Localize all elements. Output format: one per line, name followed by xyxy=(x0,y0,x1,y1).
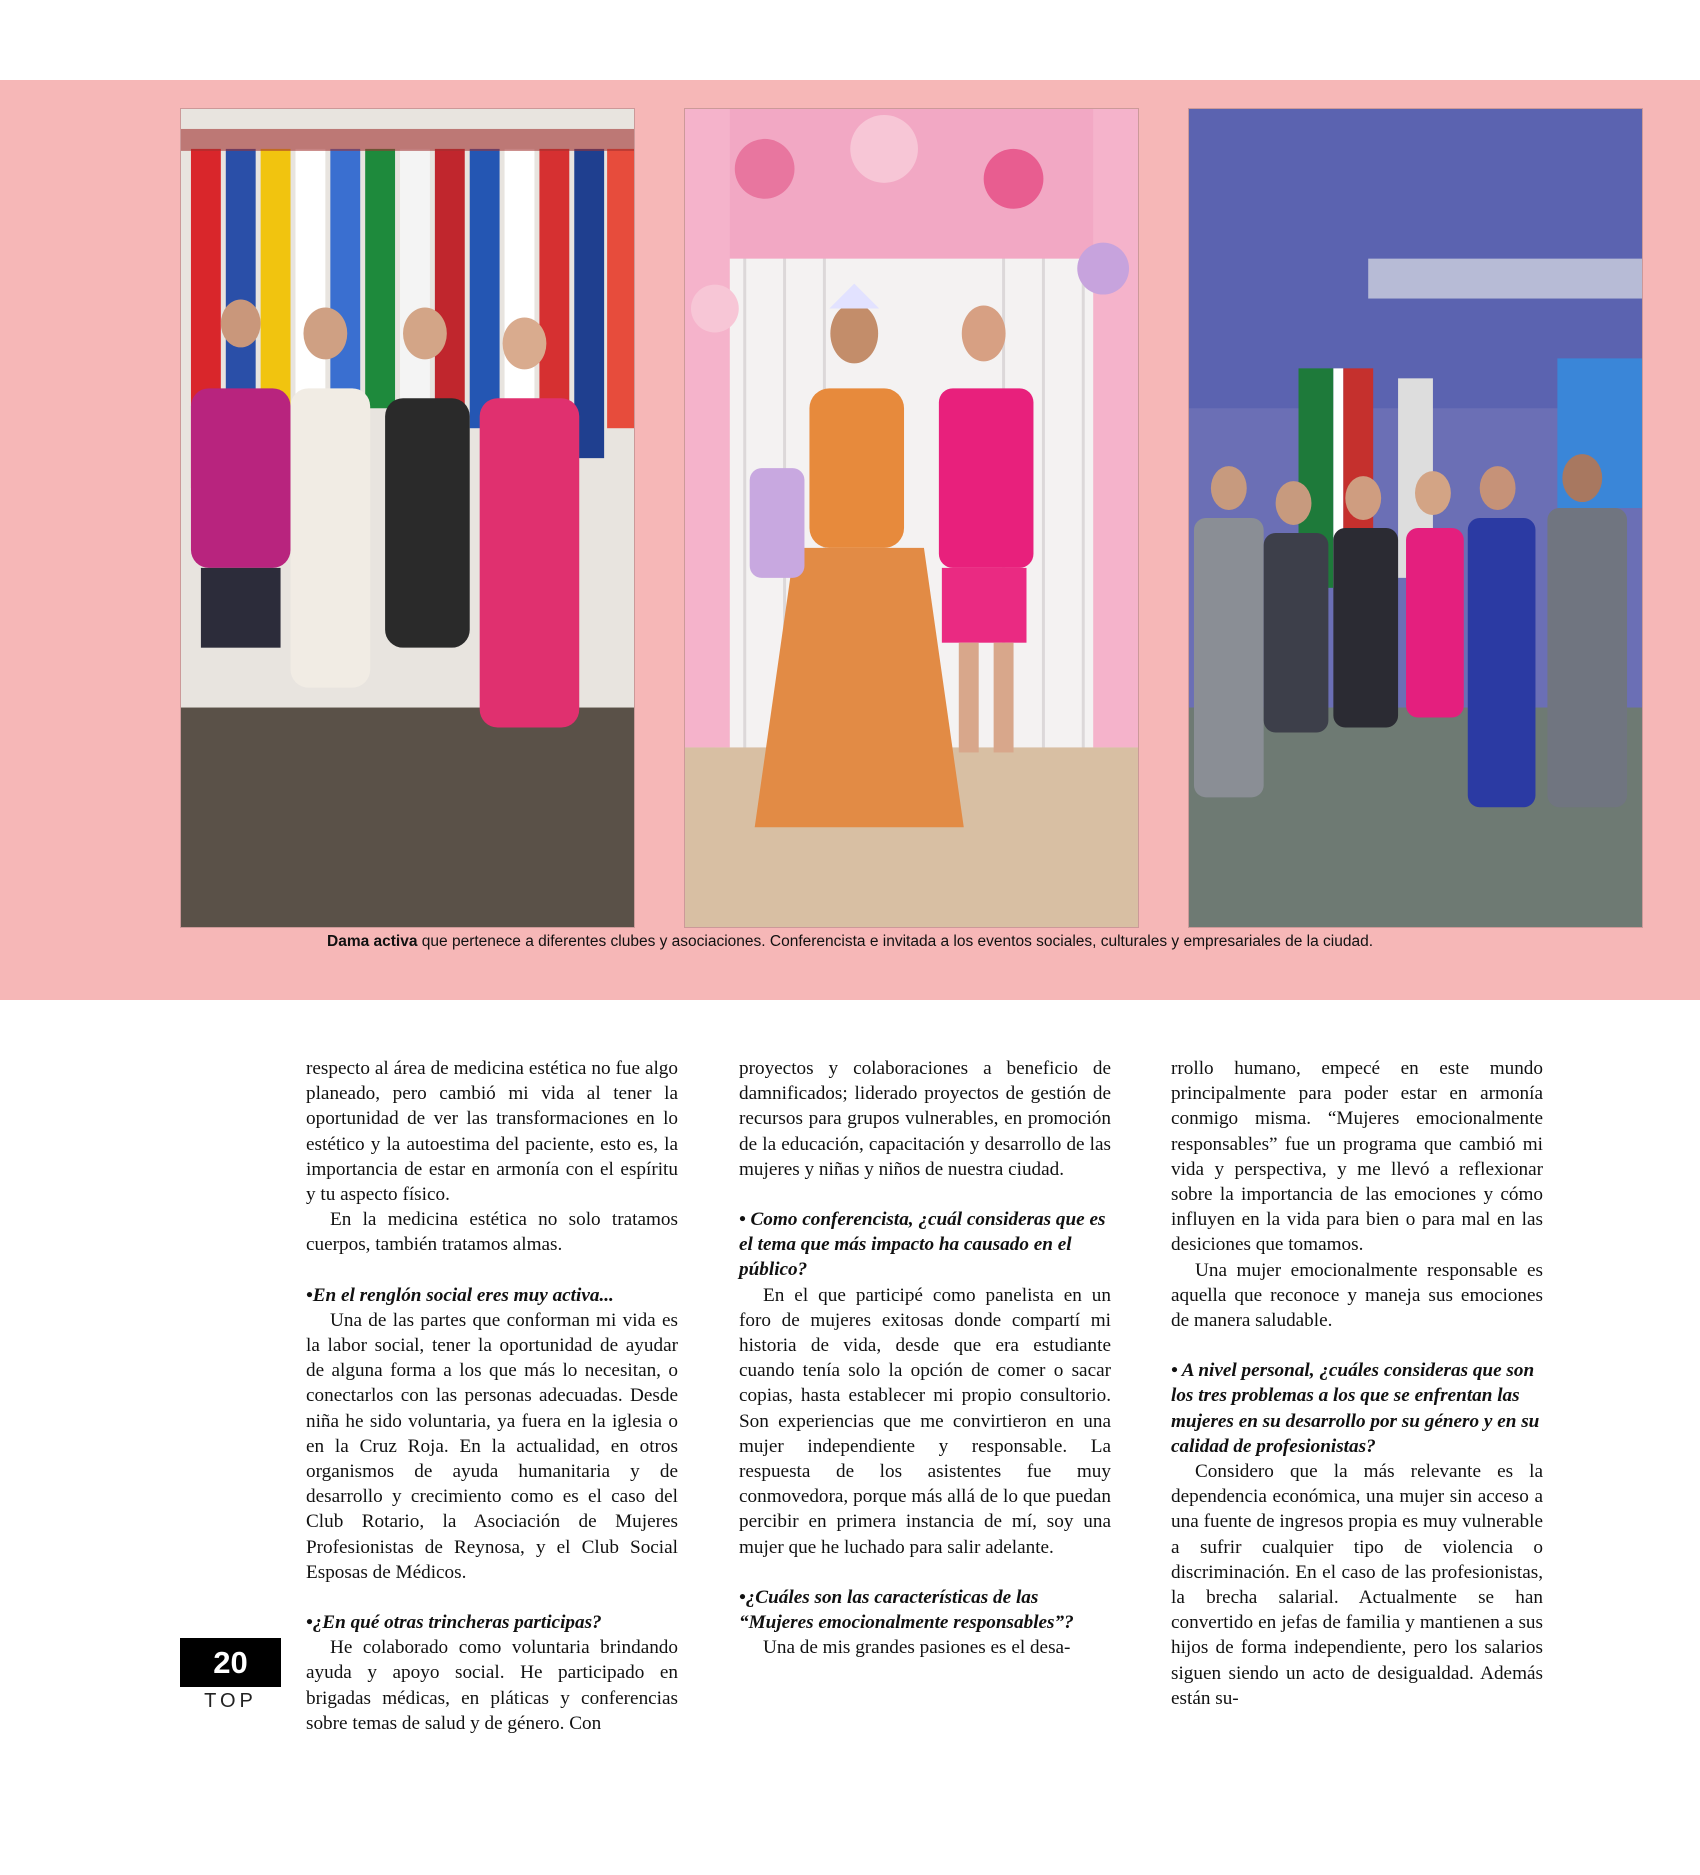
photo-women-with-flags xyxy=(180,108,635,928)
paragraph: respecto al área de medicina estética no fue algo planeado, pero cambió mi vida al tener la oportunidad de ver las transformaciones en lo estético y la autoestima del paciente, esto es, la importancia de estar en armonía con el espíritu y tu aspecto físico. xyxy=(306,1058,678,1206)
photo-caption xyxy=(0,933,1700,951)
paragraph: En el que participé como panelista en un foro de mujeres exitosas donde compartí mi historia de vida, desde que era estudiante cuando tenía solo la opción de comer o sacar copias, hasta establecer mi propio consultorio. Son experiencias que me convirtieron en una mujer independiente y responsable. La respuesta de los asistentes fue muy conmovedora, porque más allá de lo que puedan percibir en primera instancia de mí, soy una mujer que he luchado para salir adelante. xyxy=(739,1284,1111,1558)
article-column-1 xyxy=(306,1056,678,1736)
paragraph: Una de mis grandes pasiones es el desa- xyxy=(763,1637,1071,1659)
caption-bold: Dama activa xyxy=(327,933,418,950)
paragraph: Considero que la más relevante es la dependencia económica, una mujer sin acceso a una fuente de ingresos propia es muy vulnerable a sufrir cualquier tipo de violencia o discriminación. En el caso de las profesionistas, la brecha salarial. Actualmente se han convertido en jefas de familia y mantienen a sus hijos de forma independiente, pero los salarios siguen siendo un acto de desigualdad. Además están su- xyxy=(1171,1461,1543,1709)
paragraph: En la medicina estética no solo tratamos cuerpos, también tratamos almas. xyxy=(306,1209,678,1256)
magazine-section-label: TOP xyxy=(204,1690,257,1712)
interview-question: • Como conferencista, ¿cuál consideras que es el tema que más impacto ha causado en el público? xyxy=(739,1209,1106,1281)
article-column-2 xyxy=(739,1056,1111,1660)
photo-group-at-event xyxy=(1188,108,1643,928)
interview-question: •¿Cuáles son las características de las “Mujeres emocionalmente responsables”? xyxy=(739,1586,1074,1634)
caption-text: que pertenece a diferentes clubes y asociaciones. Conferencista e invitada a los eventos sociales, culturales y empresariales de la ciudad. xyxy=(417,933,1373,950)
paragraph: rrollo humano, empecé en este mundo principalmente para poder estar en armonía conmigo misma. “Mujeres emocionalmente responsables” fue un programa que cambió mi vida y perspectiva, y me llevó a reflexionar sobre la importancia de las emociones y cómo influyen en la vida para bien o para mal en las desiciones que tomamos. xyxy=(1171,1058,1543,1256)
interview-question: •¿En qué otras trincheras participas? xyxy=(306,1612,602,1634)
photo-pageant-queen xyxy=(684,108,1139,928)
interview-question: •En el renglón social eres muy activa... xyxy=(306,1284,614,1306)
paragraph: He colaborado como voluntaria brindando ayuda y apoyo social. He participado en brigadas médicas, en pláticas y conferencias sobre temas de salud y de género. Con xyxy=(306,1637,678,1734)
paragraph: proyectos y colaboraciones a beneficio de damnificados; liderado proyectos de gestión de recursos para grupos vulnerables, en promoción de la educación, capacitación y desarrollo de las mujeres y niñas y niños de nuestra ciudad. xyxy=(739,1058,1111,1180)
article-column-3 xyxy=(1171,1056,1543,1711)
page-number: 20 xyxy=(180,1638,281,1687)
paragraph: Una mujer emocionalmente responsable es aquella que reconoce y maneja sus emociones de manera saludable. xyxy=(1171,1259,1543,1332)
paragraph: Una de las partes que conforman mi vida es la labor social, tener la oportunidad de ayudar de alguna forma a los que más lo necesitan, o conectarlos con las personas adecuadas. Desde niña he sido voluntaria, ya fuera en la iglesia o en la Cruz Roja. En la actualidad, en otros organismos de ayuda humanitaria y de desarrollo y crecimiento como es el caso del Club Rotario, la Asociación de Mujeres Profesionistas de Reynosa, y el Club Social Esposas de Médicos. xyxy=(306,1309,678,1583)
interview-question: • A nivel personal, ¿cuáles consideras que son los tres problemas a los que se enfrentan las mujeres en su desarrollo por su género y en su calidad de profesionistas? xyxy=(1171,1360,1540,1457)
